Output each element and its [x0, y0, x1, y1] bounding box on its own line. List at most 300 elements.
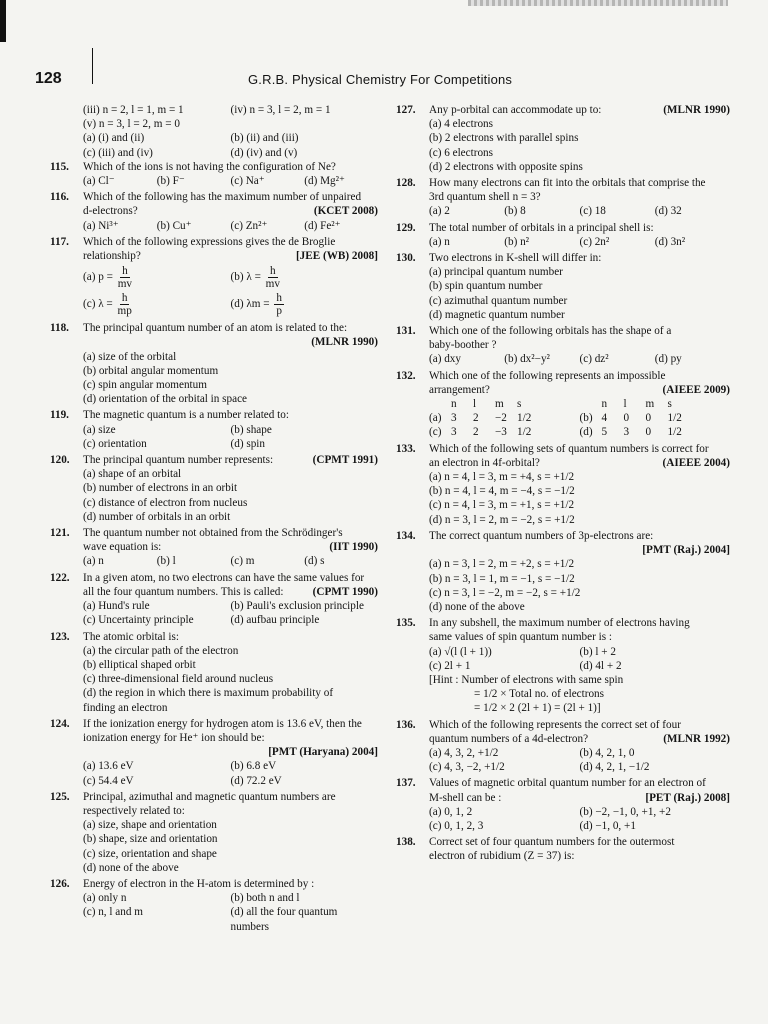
- option: (c) spin angular momentum: [83, 379, 207, 392]
- option: [83, 265, 231, 290]
- question-text: [429, 176, 730, 190]
- question-text-line: Which of the following expressions gives the de Broglie: [83, 235, 336, 248]
- grid-cell: (c): [429, 426, 442, 439]
- option: (b) both n and l: [230, 892, 300, 905]
- question-text-line: Which one of the following represents an impossible: [429, 369, 666, 382]
- question-text-line: The quantum number not obtained from the Schrödinger's: [83, 527, 343, 540]
- grid-half: [580, 425, 731, 439]
- option-row: [429, 645, 730, 659]
- question-text-line: The principal quantum number represents:: [83, 454, 274, 467]
- option: (c) distance of electron from nucleus: [83, 496, 248, 509]
- question: [50, 526, 378, 571]
- question: [50, 160, 378, 190]
- question-number: 138.: [396, 836, 416, 849]
- option: [231, 265, 379, 290]
- grid-cell: 2: [473, 412, 479, 425]
- option: (b) l: [156, 555, 176, 568]
- grid-head: s: [517, 398, 522, 411]
- option: (a) Cl⁻: [83, 175, 115, 188]
- question-number: 116.: [50, 191, 69, 204]
- question: [396, 616, 730, 717]
- fraction: [274, 292, 284, 317]
- option-row: [83, 146, 378, 160]
- question: [396, 529, 730, 616]
- option: (b) shape: [230, 423, 272, 436]
- option: (c) 2l + 1: [429, 659, 471, 672]
- header-divider: [92, 48, 93, 84]
- scan-artifact: [468, 0, 728, 6]
- question-number: 123.: [50, 630, 70, 643]
- option-row: [83, 423, 378, 437]
- hint-line: = 1/2 × 2 (2l + 1) = (2l + 1)]: [474, 702, 601, 715]
- option: (b) F⁻: [156, 175, 185, 188]
- option-row: [429, 352, 730, 366]
- denominator: mv: [117, 278, 133, 291]
- exam-source: [PET (Raj.) 2008]: [645, 791, 730, 804]
- exam-source: (MLNR 1992): [663, 732, 730, 745]
- numerator: h: [276, 292, 282, 305]
- option: (c) n, l and m: [83, 906, 143, 919]
- option: [231, 117, 379, 131]
- option: (iv) n = 3, l = 2, m = 1: [230, 104, 331, 116]
- option-row: [83, 437, 378, 451]
- option: (d) n = 3, l = 2, m = −2, s = +1/2: [429, 513, 575, 526]
- question-text: [429, 103, 730, 117]
- question: [50, 790, 378, 877]
- option-row: [429, 819, 730, 833]
- question-text-line: relationship?: [83, 250, 141, 263]
- question: [50, 190, 378, 235]
- question-text-line: Which of the following represents the correct set of four: [429, 718, 681, 731]
- hint-line: = 1/2 × Total no. of electrons: [474, 688, 605, 701]
- option-row: [83, 292, 378, 317]
- option-row: [83, 774, 378, 788]
- question-text: [429, 732, 730, 746]
- grid-head: l: [473, 398, 477, 411]
- question-number: 131.: [396, 325, 416, 338]
- exam-source: (AIEEE 2004): [662, 456, 730, 469]
- exam-source: (CPMT 1991): [312, 454, 378, 467]
- question-text: [429, 630, 730, 644]
- option: (c) azimuthal quantum number: [429, 294, 568, 307]
- question: [396, 776, 730, 835]
- question-text: [429, 338, 730, 352]
- question-text: [83, 877, 378, 891]
- question-text: [429, 616, 730, 630]
- grid-cell: 4: [601, 412, 608, 425]
- grid-cell: 0: [645, 412, 652, 425]
- option: (a) size: [83, 423, 116, 436]
- option: (c) 54.4 eV: [83, 774, 134, 787]
- question-text-line: Which of the following has the maximum number of unpaired: [83, 191, 362, 204]
- option: (a) n: [429, 235, 450, 248]
- option: (c) 18: [579, 205, 606, 218]
- question: [396, 442, 730, 529]
- option-label: (a) p =: [83, 271, 116, 284]
- question-text: [83, 408, 378, 422]
- exam-source: (MLNR 1990): [663, 104, 730, 116]
- grid-cell: 2: [473, 426, 479, 439]
- question-text: [83, 804, 378, 818]
- option: (c) (iii) and (iv): [83, 146, 153, 159]
- grid-cell: 3: [623, 426, 630, 439]
- question: [50, 321, 378, 408]
- exam-source: (CPMT 1990): [312, 585, 378, 598]
- option: (b) shape, size and orientation: [83, 833, 218, 846]
- exam-source: [PMT (Haryana) 2004]: [268, 746, 378, 759]
- option: (b) number of electrons in an orbit: [83, 482, 238, 495]
- option: (c) 0, 1, 2, 3: [429, 819, 484, 832]
- grid-head: m: [495, 398, 504, 411]
- grid-cell: 1/2: [517, 412, 532, 425]
- question-text: [429, 442, 730, 456]
- question-text: [429, 221, 730, 235]
- option-label: (d) λm =: [230, 298, 273, 311]
- question-text-line: The total number of orbitals in a principal shell is:: [429, 221, 654, 234]
- option: (a) 13.6 eV: [83, 760, 134, 773]
- grid-cell: 3: [451, 412, 457, 425]
- option-row: [83, 174, 378, 188]
- question: [396, 835, 730, 865]
- exam-source: (MLNR 1990): [311, 336, 378, 349]
- question-number: 124.: [50, 717, 70, 730]
- option: (a) principal quantum number: [429, 266, 563, 279]
- grid-cell: (a): [429, 412, 442, 425]
- option: (d) 4l + 2: [579, 659, 622, 672]
- option: (b) n = 4, l = 4, m = −4, s = −1/2: [429, 485, 575, 498]
- option: (d) spin: [230, 437, 265, 450]
- option: (b) dx²−y²: [504, 353, 550, 366]
- question: [50, 571, 378, 630]
- question: [396, 251, 730, 324]
- option-row: [83, 891, 378, 905]
- option-row: [83, 117, 378, 131]
- option: (a) 4 electrons: [429, 118, 493, 131]
- question-text-line: respectively related to:: [83, 804, 185, 817]
- question-text-line: The atomic orbital is:: [83, 630, 180, 643]
- question-text-line: The correct quantum numbers of 3p-electrons are:: [429, 529, 654, 542]
- question-text-line: Values of magnetic orbital quantum number for an electron of: [429, 777, 706, 790]
- question: [396, 718, 730, 777]
- question-text-line: quantum numbers of a 4d-electron?: [429, 732, 589, 745]
- denominator: p: [276, 305, 282, 318]
- question-number: 130.: [396, 252, 416, 265]
- fraction: [118, 292, 132, 317]
- exam-source: [PMT (Raj.) 2004]: [642, 544, 730, 557]
- grid-head: l: [623, 398, 627, 411]
- grid-cell: 1/2: [667, 412, 682, 425]
- question-number: 134.: [396, 529, 416, 542]
- option: (a) n: [83, 555, 104, 568]
- option-row: [83, 219, 378, 233]
- option: (a) Hund's rule: [83, 600, 150, 613]
- question-text-line: If the ionization energy for hydrogen atom is 13.6 eV, then the: [83, 717, 362, 730]
- question-text-line: arrangement?: [429, 383, 490, 396]
- right-column: [396, 103, 730, 866]
- question-text: [83, 630, 378, 644]
- question-text: [83, 790, 378, 804]
- option: (d) (iv) and (v): [230, 146, 298, 159]
- exam-source: (KCET 2008): [313, 205, 378, 218]
- grid-cell: −2: [495, 412, 507, 425]
- question-number: 136.: [396, 718, 416, 731]
- grid-half: [580, 411, 731, 425]
- option: (b) n = 3, l = 1, m = −1, s = −1/2: [429, 572, 575, 585]
- question: [396, 221, 730, 251]
- question-text-line: baby-boother ?: [429, 339, 497, 352]
- source-line: [83, 745, 378, 759]
- option: (d) none of the above: [83, 861, 179, 874]
- option: (a) 4, 3, 2, +1/2: [429, 746, 499, 759]
- question-text: [83, 453, 378, 467]
- option: (c) n = 4, l = 3, m = +1, s = +1/2: [429, 499, 575, 512]
- option: (a) √(l (l + 1)): [429, 645, 492, 658]
- question-text-line: The principal quantum number of an atom is related to the:: [83, 322, 348, 335]
- question-text: [429, 324, 730, 338]
- denominator: mv: [265, 278, 280, 291]
- option: (d) py: [654, 353, 682, 366]
- option: (c) n = 3, l = −2, m = −2, s = +1/2: [429, 586, 581, 599]
- question-number: 133.: [396, 442, 416, 455]
- question: [50, 408, 378, 453]
- question-text: [429, 776, 730, 790]
- question-text-line: In a given atom, no two electrons can have the same values for: [83, 571, 365, 584]
- question-number: 119.: [50, 409, 69, 422]
- option: (a) 0, 1, 2: [429, 805, 473, 818]
- exam-source: (AIEEE 2009): [662, 383, 730, 396]
- hint-line: [Hint : Number of electrons with same spin: [429, 673, 624, 686]
- option: (a) size, shape and orientation: [83, 819, 217, 832]
- option-row: [83, 599, 378, 613]
- grid-head: n: [601, 398, 608, 411]
- option: (a) n = 4, l = 3, m = +4, s = +1/2: [429, 471, 575, 484]
- question: [50, 630, 378, 717]
- exam-source: (IIT 1990): [329, 541, 378, 554]
- grid-cell: 1/2: [517, 426, 532, 439]
- grid-half: [429, 397, 580, 411]
- option: (b) 6.8 eV: [230, 760, 277, 773]
- question-text: [83, 540, 378, 554]
- denominator: mp: [117, 305, 132, 318]
- question-text: [429, 369, 730, 383]
- option: (b) l + 2: [579, 645, 616, 658]
- option: (d) 3n²: [654, 235, 686, 248]
- numerator: h: [121, 292, 128, 305]
- question-number: 117.: [50, 235, 69, 248]
- option-label: (c) λ =: [83, 298, 116, 311]
- option: (a) 2: [429, 205, 450, 218]
- question-text-line: same values of spin quantum number is :: [429, 631, 613, 644]
- option: (b) 4, 2, 1, 0: [579, 746, 635, 759]
- grid-cell: (b): [579, 412, 593, 425]
- option: (c) m: [230, 555, 255, 568]
- option: (d) 32: [654, 205, 682, 218]
- option-row: [429, 235, 730, 249]
- question: [50, 235, 378, 321]
- question-text: [429, 383, 730, 397]
- question: [50, 103, 378, 160]
- option: (d) s: [304, 555, 325, 568]
- question-number: 126.: [50, 877, 70, 890]
- option: (d) orientation of the orbital in space: [83, 393, 248, 406]
- left-column: [50, 103, 378, 936]
- grid-head: m: [645, 398, 655, 411]
- question-number: 122.: [50, 571, 70, 584]
- question: [396, 103, 730, 176]
- option: (c) three-dimensional field around nucleus: [83, 673, 274, 686]
- option: (c) Zn²⁺: [230, 219, 268, 232]
- question-text: [83, 204, 378, 218]
- option: (b) Pauli's exclusion principle: [230, 600, 364, 613]
- question-text: [429, 791, 730, 805]
- question-number: 120.: [50, 454, 70, 467]
- option: (b) 8: [504, 205, 526, 218]
- question-text-line: 3rd quantum shell n = 3?: [429, 191, 541, 204]
- grid-cell: (d): [579, 426, 593, 439]
- option-row: [83, 131, 378, 145]
- option: (d) none of the above: [429, 600, 525, 613]
- option: (d) magnetic quantum number: [429, 308, 565, 321]
- question-text-line: Correct set of four quantum numbers for the outermost: [429, 836, 675, 849]
- scan-edge-mark: [0, 0, 6, 42]
- grid-cell: −3: [495, 426, 507, 439]
- option: (b) elliptical shaped orbit: [83, 658, 196, 671]
- grid-cell: 1/2: [667, 426, 682, 439]
- source-line: [83, 335, 378, 349]
- option: (d) Mg²⁺: [304, 175, 345, 188]
- option-row: [429, 204, 730, 218]
- numerator: h: [122, 265, 128, 278]
- question-text-line: an electron in 4f-orbital?: [429, 456, 540, 469]
- option: (d) 4, 2, 1, −1/2: [579, 761, 650, 774]
- source-line: [429, 543, 730, 557]
- question-text-line: Energy of electron in the H-atom is determined by :: [83, 877, 315, 890]
- option: (b) spin quantum number: [429, 280, 543, 293]
- option: (a) Ni³⁺: [83, 219, 119, 232]
- option-row: [83, 554, 378, 568]
- question-text: [83, 235, 378, 249]
- option: (a) the circular path of the electron: [83, 644, 239, 657]
- grid-cell: 0: [623, 412, 630, 425]
- question-number: 137.: [396, 777, 416, 790]
- question-text-line: Two electrons in K-shell will differ in:: [429, 252, 602, 265]
- option: (c) Uncertainty principle: [83, 614, 194, 627]
- question-text-line: M-shell can be :: [429, 791, 502, 804]
- question-text: [83, 571, 378, 585]
- option: (d) 2 electrons with opposite spins: [429, 160, 583, 173]
- numerator: h: [270, 265, 276, 278]
- question-text-line: In any subshell, the maximum number of electrons having: [429, 617, 690, 630]
- option-row: [83, 759, 378, 773]
- fraction: [266, 265, 280, 290]
- option: (d) aufbau principle: [230, 614, 320, 627]
- running-header: G.R.B. Physical Chemistry For Competitions: [248, 72, 513, 87]
- grid-row: [429, 425, 730, 439]
- question-text-line: How many electrons can fit into the orbitals that comprise the: [429, 177, 706, 190]
- option-row: [83, 613, 378, 627]
- grid-half: [429, 425, 580, 439]
- option: (v) n = 3, l = 2, m = 0: [83, 118, 180, 131]
- option: (c) orientation: [83, 437, 147, 450]
- option: (b) (ii) and (iii): [230, 132, 299, 145]
- question: [50, 453, 378, 526]
- question-text: [83, 321, 378, 335]
- grid-half: [580, 397, 731, 411]
- option: (d) 72.2 eV: [230, 774, 282, 787]
- fraction: [118, 265, 132, 290]
- option: (b) −2, −1, 0, +1, +2: [579, 805, 671, 818]
- option: (c) Na⁺: [230, 175, 265, 188]
- question-text: [83, 585, 378, 599]
- question-text: [429, 718, 730, 732]
- question-text-line: Which of the following sets of quantum numbers is correct for: [429, 442, 709, 455]
- option: finding an electron: [83, 701, 168, 714]
- option: (d) −1, 0, +1: [579, 819, 636, 832]
- question-text: [429, 251, 730, 265]
- spacer: [50, 934, 378, 936]
- question-text-line: ionization energy for He⁺ ion should be:: [83, 731, 265, 744]
- option: [83, 292, 231, 317]
- option: (d) the region in which there is maximum probability of: [83, 687, 334, 700]
- option-row: [429, 760, 730, 774]
- option-row: [83, 905, 378, 933]
- question-text-line: Which of the ions is not having the configuration of Ne?: [83, 160, 336, 173]
- option: (a) dxy: [429, 353, 461, 366]
- option: (c) 2n²: [579, 235, 610, 248]
- question-text-line: Which one of the following orbitals has the shape of a: [429, 325, 672, 338]
- grid-header: [429, 397, 730, 411]
- option: (b) 2 electrons with parallel spins: [429, 132, 579, 145]
- question-number: 127.: [396, 104, 416, 116]
- option: (c) 4, 3, −2, +1/2: [429, 761, 505, 774]
- page-number: 128: [35, 70, 62, 87]
- option-row: [83, 265, 378, 290]
- question-text: [83, 526, 378, 540]
- question-number: 128.: [396, 177, 416, 190]
- option-label: (b) λ =: [230, 271, 264, 284]
- question-text: [83, 717, 378, 731]
- option-row: [429, 805, 730, 819]
- question-number: 132.: [396, 369, 416, 382]
- question-text-line: wave equation is:: [83, 541, 162, 554]
- option: (a) (i) and (ii): [83, 132, 145, 145]
- question-number: 129.: [396, 221, 416, 234]
- spacer: [396, 864, 730, 866]
- question-text-line: electron of rubidium (Z = 37) is:: [429, 850, 575, 863]
- question: [396, 369, 730, 442]
- option: (d) Fe²⁺: [304, 219, 341, 232]
- question-number: 125.: [50, 790, 70, 803]
- grid-half: [429, 411, 580, 425]
- question-text: [429, 529, 730, 543]
- question-text: [429, 190, 730, 204]
- question-text: [83, 160, 378, 174]
- option-row: [83, 103, 378, 117]
- grid-cell: 0: [645, 426, 652, 439]
- option: (a) shape of an orbital: [83, 468, 182, 481]
- option: (iii) n = 2, l = 1, m = 1: [83, 104, 184, 116]
- question-number: 118.: [50, 322, 69, 335]
- option: (d) all the four quantum numbers: [230, 906, 338, 933]
- question-text-line: Any p-orbital can accommodate up to:: [429, 104, 602, 116]
- question: [396, 176, 730, 221]
- grid-cell: 5: [601, 426, 608, 439]
- question: [50, 717, 378, 790]
- question-text-line: Principal, azimuthal and magnetic quantum numbers are: [83, 790, 336, 803]
- question-number: 121.: [50, 527, 70, 540]
- grid-head: s: [667, 398, 672, 411]
- question-text: [83, 249, 378, 263]
